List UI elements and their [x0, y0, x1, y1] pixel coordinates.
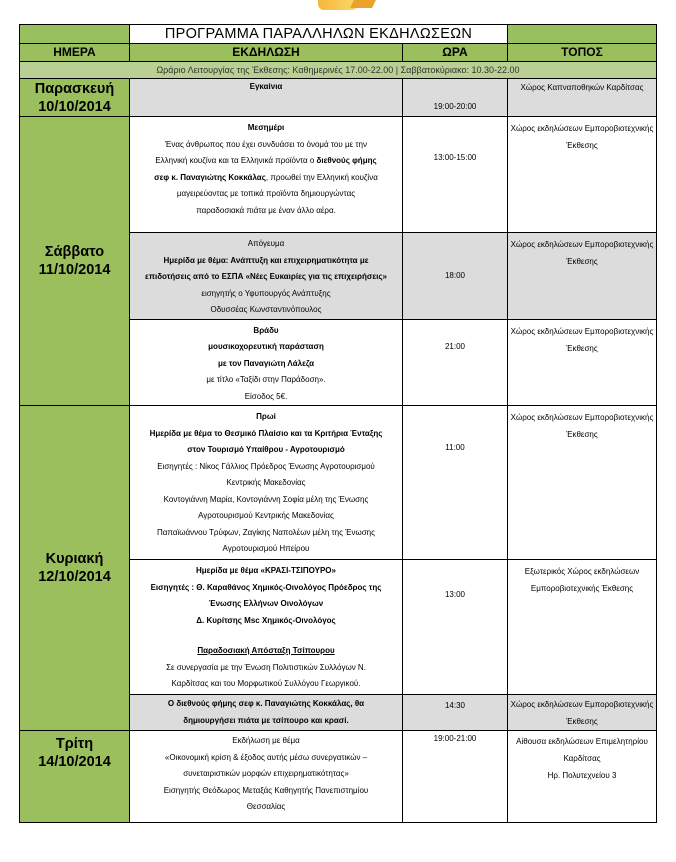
event-line: Κεντρικής Μακεδονίας — [226, 478, 306, 487]
header-day: ΗΜΕΡΑ — [20, 44, 130, 62]
header-time: ΩΡΑ — [403, 44, 508, 62]
place-line: Χώρος Καπναποθηκών Καρδίτσας — [520, 83, 644, 92]
event-spacer — [130, 629, 402, 643]
event-line: Παραδοσιακή Απόσταξη Τσίπουρου — [197, 646, 335, 655]
day-date: 14/10/2014 — [38, 754, 111, 770]
event-place — [508, 731, 657, 823]
place-line: Έκθεσης — [566, 343, 598, 353]
event-line: στον Τουρισμό Υπαίθρου - Αγροτουρισμό — [187, 445, 345, 454]
event-line: επιδοτήσεις από το ΕΣΠΑ «Νέες Ευκαιρίες για τις επιχειρήσεις» — [145, 272, 387, 281]
place-line: Αίθουσα εκδηλώσεων Επιμελητηρίου — [516, 737, 648, 746]
event-heading: Απόγευμα — [247, 239, 285, 248]
event-line: «Οικονομική κρίση & έξοδος αυτής μέσω συνεργατικών – — [164, 752, 368, 762]
event-line — [130, 170, 402, 187]
day-date: 12/10/2014 — [38, 569, 111, 585]
event-line: Αγροτουρισμού Κεντρικής Μακεδονίας — [198, 511, 334, 520]
place-line: Ηρ. Πολυτεχνείου 3 — [547, 771, 617, 780]
place-line: Χώρος εκδηλώσεων Εμποροβιοτεχνικής — [510, 413, 654, 422]
hours-note: Ωράριο Λειτουργίας της Έκθεσης: Καθημερινές 17.00-22.00 | Σαββατοκύριακο: 10.30-22.00 — [20, 62, 657, 79]
place-line: Εξωτερικός Χώρος εκδηλώσεων — [524, 567, 640, 576]
event-heading: Πρωί — [256, 412, 276, 421]
header-event: ΕΚΔΗΛΩΣΗ — [130, 44, 403, 62]
event-place — [508, 117, 657, 233]
event-place — [508, 695, 657, 731]
event-text-bold: διεθνούς φήμης — [316, 156, 377, 165]
event-line: μουσικοχορευτική παράσταση — [208, 342, 324, 351]
day-name: Τρίτη — [55, 736, 94, 752]
program-table — [19, 24, 657, 823]
event-music-show — [130, 319, 403, 406]
day-saturday — [20, 117, 130, 406]
place-line: Εμποροβιοτεχνικής Έκθεσης — [530, 584, 634, 593]
event-time: 19:00-20:00 — [403, 79, 508, 117]
event-line: Εισηγητής Θεόδωρος Μεταξάς Καθηγητής Πανεπιστημίου — [163, 785, 369, 795]
event-text: Ελληνική κουζίνα και τα Ελληνικά προϊόντα ο — [155, 156, 315, 165]
place-line: Χώρος εκδηλώσεων Εμποροβιοτεχνικής — [510, 326, 654, 336]
event-line: παραδοσιακά πιάτα με έναν άλλο αέρα. — [196, 205, 336, 215]
header-place: ΤΟΠΟΣ — [508, 44, 657, 62]
event-text-bold: σεφ κ. Παναγιώτης Κοκκάλας — [154, 172, 266, 182]
event-line: Κοντογιάννη Μαρία, Κοντογιάννη Σοφία μέλη της Ένωσης — [163, 494, 369, 504]
event-time: 11:00 — [403, 406, 508, 560]
event-espa-seminar — [130, 233, 403, 320]
page-title: ΠΡΟΓΡΑΜΜΑ ΠΑΡΑΛΛΗΛΩΝ ΕΚΔΗΛΩΣΕΩΝ — [130, 25, 508, 44]
place-line: Έκθεσης — [566, 141, 598, 150]
event-line: Εισηγητές : Νίκος Γάλλιος Πρόεδρος Ένωσης Αγροτουρισμού — [157, 461, 375, 471]
place-line: Έκθεσης — [566, 717, 598, 726]
day-sunday — [20, 406, 130, 731]
event-line: Καρδίτσας και του Μορφωτικού Συλλόγου Γεωργικού. — [171, 679, 361, 688]
day-name: Παρασκευή — [34, 80, 115, 97]
event-line: Ημερίδα με θέμα το Θεσμικό Πλαίσιο και τα Κριτήρια Ένταξης — [149, 428, 383, 438]
event-line: Εισηγητές : Θ. Καραθάνος Χημικός-Οινολόγος Πρόεδρος της — [150, 582, 382, 592]
event-line: με τίτλο «Ταξίδι στην Παράδοση». — [206, 375, 326, 384]
logo-decoration-accent — [350, 0, 376, 8]
event-line: μαγειρεύοντας με τοπικά προϊόντα δημιουργώντας — [176, 189, 356, 198]
event-line: συνεταιριστικών μορφών επιχειρηματικότητας» — [183, 769, 349, 778]
event-text: , προωθεί την Ελληνική κουζίνα — [265, 172, 378, 182]
title-left-filler — [20, 25, 130, 44]
event-line: Ένας άνθρωπος που έχει συνδυάσει το όνομά του με την — [165, 139, 367, 149]
event-line: με τον Παναγιώτη Λάλεζα — [217, 358, 315, 368]
day-name: Κυριακή — [45, 551, 104, 567]
event-time: 13:00 — [403, 560, 508, 695]
event-place — [508, 319, 657, 406]
event-time: 18:00 — [403, 233, 508, 320]
day-date: 11/10/2014 — [38, 262, 111, 278]
event-agrotourism-seminar — [130, 406, 403, 560]
event-line — [130, 153, 402, 170]
event-line: Ημερίδα με θέμα «ΚΡΑΣΙ-ΤΣΙΠΟΥΡΟ» — [196, 566, 336, 575]
event-line: Αγροτουρισμού Ηπείρου — [222, 544, 310, 553]
event-place — [508, 233, 657, 320]
day-tuesday — [20, 731, 130, 823]
event-time: 21:00 — [403, 319, 508, 406]
event-line: Θεσσαλίας — [246, 802, 286, 811]
event-line: Ο διεθνούς φήμης σεφ κ. Παναγιώτης Κοκκάλας, θα — [167, 699, 365, 708]
event-place — [508, 406, 657, 560]
event-line: εισηγητής ο Υφυπουργός Ανάπτυξης — [201, 288, 331, 298]
place-line: Χώρος εκδηλώσεων Εμποροβιοτεχνικής — [510, 240, 654, 249]
event-chef-demo — [130, 117, 403, 233]
event-line: Εκδήλωση με θέμα — [232, 736, 300, 745]
event-line: Παπαϊωάννου Τρύφων, Ζαγίκης Ναπολέων μέλη της Ένωσης — [157, 527, 375, 537]
event-heading: Βράδυ — [253, 325, 279, 335]
event-time: 19:00-21:00 — [403, 731, 508, 823]
event-place — [508, 79, 657, 117]
title-right-filler — [508, 25, 657, 44]
event-wine-seminar — [130, 560, 403, 695]
place-line: Χώρος εκδηλώσεων Εμποροβιοτεχνικής — [510, 700, 654, 709]
event-line: Ημερίδα με θέμα: Ανάπτυξη και επιχειρηματικότητα με — [163, 255, 369, 265]
event-line: Ένωσης Ελλήνων Οινολόγων — [208, 599, 324, 608]
event-line: Είσοδος 5€. — [244, 391, 288, 401]
event-heading: Μεσημέρι — [247, 123, 285, 132]
event-place — [508, 560, 657, 695]
event-line: Εγκαίνια — [249, 82, 283, 91]
event-line: δημιουργήσει πιάτα με τσίπουρο και κρασί. — [183, 715, 349, 725]
event-chef-tsipouro — [130, 695, 403, 731]
day-name: Σάββατο — [44, 244, 105, 260]
event-time: 13:00-15:00 — [403, 117, 508, 233]
event-time: 14:30 — [403, 695, 508, 731]
place-line: Καρδίτσας — [563, 754, 601, 763]
day-date: 10/10/2014 — [38, 98, 111, 115]
event-line: Οδυσσέας Κωνσταντινόπουλος — [210, 305, 322, 314]
place-line: Έκθεσης — [566, 430, 598, 439]
place-line: Έκθεσης — [566, 257, 598, 266]
event-line: Σε συνεργασία με την Ένωση Πολιτιστικών Συλλόγων Ν. — [166, 662, 366, 672]
place-line: Χώρος εκδηλώσεων Εμποροβιοτεχνικής — [510, 124, 654, 133]
event-line: Δ. Κυρίτσης Msc Χημικός-Οινολόγος — [196, 615, 336, 625]
day-friday — [20, 79, 130, 117]
event-opening — [130, 79, 403, 117]
event-economic-crisis — [130, 731, 403, 823]
